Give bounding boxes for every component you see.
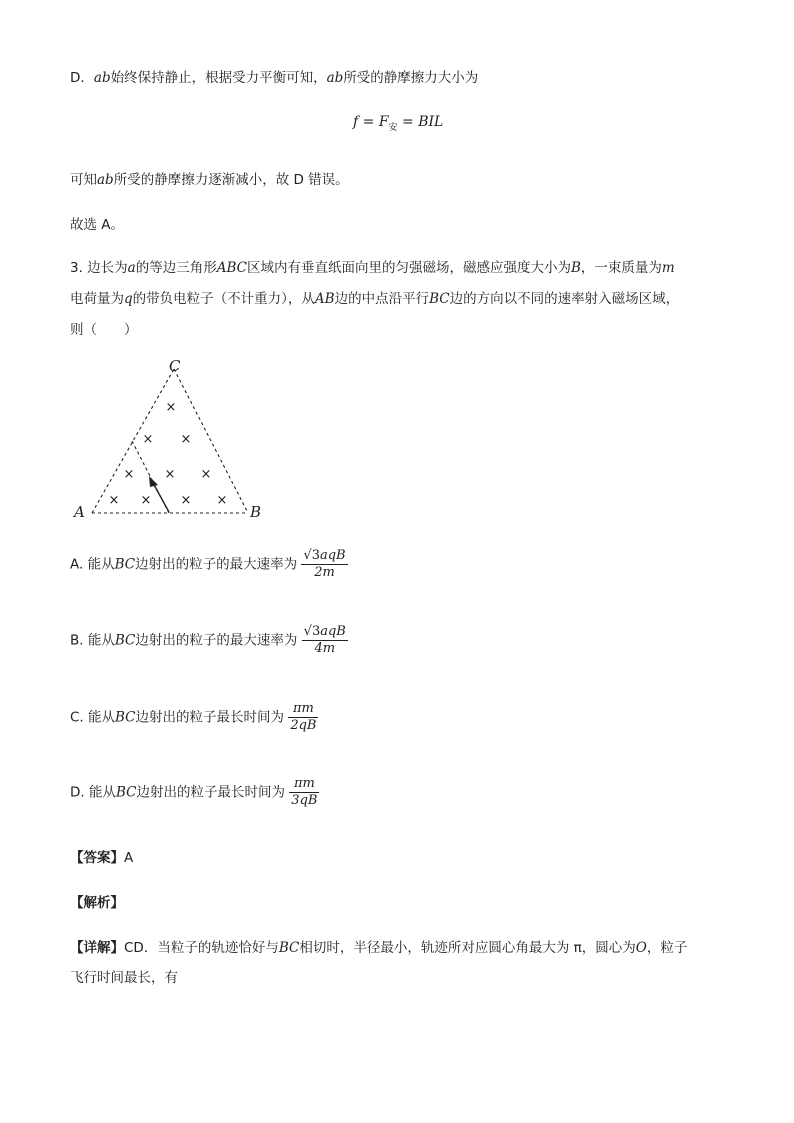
question-3-line-2	[70, 287, 679, 307]
fraction-denominator: 4m	[314, 641, 336, 656]
detail-label: 【详解】	[70, 940, 124, 956]
vertex-label-a: A	[74, 503, 85, 521]
vertex-label-c: C	[169, 357, 181, 375]
option-text: 边射出的粒子最长时间为	[135, 709, 285, 726]
velocity-arrow	[153, 483, 169, 512]
variable-ab: ab	[326, 70, 344, 86]
fraction-sqrt: √3	[303, 548, 320, 563]
option-a[interactable]	[70, 548, 348, 581]
conclusion-line	[70, 168, 349, 188]
option-text: 边射出的粒子的最大速率为	[135, 556, 298, 573]
fraction-numerator: πm	[288, 701, 318, 718]
fraction	[288, 701, 318, 734]
question-3-line-1	[70, 256, 675, 276]
field-cross: ×	[180, 432, 192, 447]
option-text: C. 能从	[70, 709, 116, 726]
detail-text: 相切时，半径最小，轨迹所对应圆心角最大为 π，圆心为	[299, 940, 636, 956]
field-cross: ×	[165, 400, 177, 415]
variable-bc-side: BC	[115, 709, 136, 726]
field-cross: ×	[108, 493, 120, 508]
option-d-explanation	[70, 66, 478, 86]
question-text: 边的方向以不同的速率射入磁场区域，	[449, 291, 680, 307]
formula-subscript: 安	[388, 122, 398, 133]
fraction-denominator: 2m	[314, 565, 335, 580]
fraction-numerator: aqB	[319, 548, 346, 563]
option-text: B. 能从	[70, 632, 115, 649]
question-text: 3. 边长为	[70, 260, 128, 276]
field-cross: ×	[140, 493, 152, 508]
conclusion-text: 可知	[70, 172, 97, 188]
explanation-text: 始终保持静止，根据受力平衡可知，	[110, 70, 327, 86]
question-text: 的带负电粒子（不计重力），从	[132, 291, 315, 307]
analysis-label	[70, 891, 124, 911]
variable-o: O	[635, 940, 647, 956]
vertex-label-b: B	[250, 503, 262, 521]
question-text: ，一束质量为	[580, 260, 662, 276]
fraction	[301, 548, 347, 581]
option-text: 边射出的粒子最长时间为	[136, 784, 285, 801]
option-b[interactable]	[70, 624, 348, 657]
variable-a: a	[127, 260, 136, 276]
fraction	[302, 624, 348, 657]
analysis-heading: 【解析】	[70, 895, 124, 911]
field-cross: ×	[180, 493, 192, 508]
answer-label: 【答案】	[70, 850, 124, 866]
fraction-numerator: aqB	[320, 624, 346, 639]
question-text: 区域内有垂直纸面向里的匀强磁场，磁感应强度大小为	[246, 260, 571, 276]
variable-bc-side: BC	[429, 291, 450, 307]
question-text: 电荷量为	[70, 291, 124, 307]
fraction	[289, 776, 319, 809]
side-ac	[92, 369, 174, 513]
variable-ab: ab	[93, 70, 111, 86]
question-3-line-3: 则（ ）	[70, 322, 138, 338]
fraction-denominator: 2qB	[290, 718, 317, 733]
field-cross: ×	[123, 467, 135, 482]
variable-ab: ab	[97, 172, 114, 188]
formula-equals: =	[358, 114, 379, 130]
explanation-prefix: D．	[70, 70, 94, 86]
detail-line-1	[70, 936, 687, 956]
question-text: 的等边三角形	[135, 260, 217, 276]
field-cross: ×	[142, 432, 154, 447]
friction-formula	[353, 114, 443, 133]
formula-force: F	[378, 114, 389, 130]
option-text: 边射出的粒子的最大速率为	[135, 632, 298, 649]
conclusion-text: 所受的静摩擦力逐渐减小，故 D 错误。	[113, 172, 349, 188]
formula-equals: =	[397, 114, 419, 130]
variable-bc-side: BC	[114, 556, 136, 573]
answer-line	[70, 846, 133, 866]
variable-bc-side: BC	[114, 632, 136, 649]
variable-q: q	[124, 291, 133, 307]
variable-abc: ABC	[216, 260, 247, 276]
variable-b: B	[570, 260, 581, 276]
option-text: D. 能从	[70, 784, 116, 801]
field-cross: ×	[200, 467, 212, 482]
explanation-text: 所受的静摩擦力大小为	[343, 70, 479, 86]
option-d[interactable]	[70, 776, 319, 809]
formula-rhs: BIL	[418, 114, 444, 130]
detail-line-2: 飞行时间最长，有	[70, 970, 178, 986]
fraction-numerator: πm	[289, 776, 319, 793]
answer-value: A	[124, 850, 134, 866]
detail-text: CD．当粒子的轨迹恰好与	[124, 940, 279, 956]
option-c[interactable]	[70, 701, 318, 734]
formula-f: f	[353, 114, 359, 130]
field-cross: ×	[216, 493, 228, 508]
option-text: A. 能从	[70, 556, 115, 573]
fraction-denominator: 3qB	[291, 793, 318, 808]
variable-bc-side: BC	[115, 784, 137, 801]
fraction-sqrt: √3	[303, 624, 321, 639]
variable-bc-side: BC	[278, 940, 300, 956]
choose-line: 故选 A。	[70, 217, 125, 233]
field-cross: ×	[164, 467, 176, 482]
triangle-figure	[70, 355, 280, 525]
variable-ab-side: AB	[314, 291, 335, 307]
detail-text: ，粒子	[646, 940, 688, 956]
question-text: 边的中点沿平行	[334, 291, 430, 307]
variable-m: m	[661, 260, 675, 276]
arrow-head	[149, 476, 158, 487]
